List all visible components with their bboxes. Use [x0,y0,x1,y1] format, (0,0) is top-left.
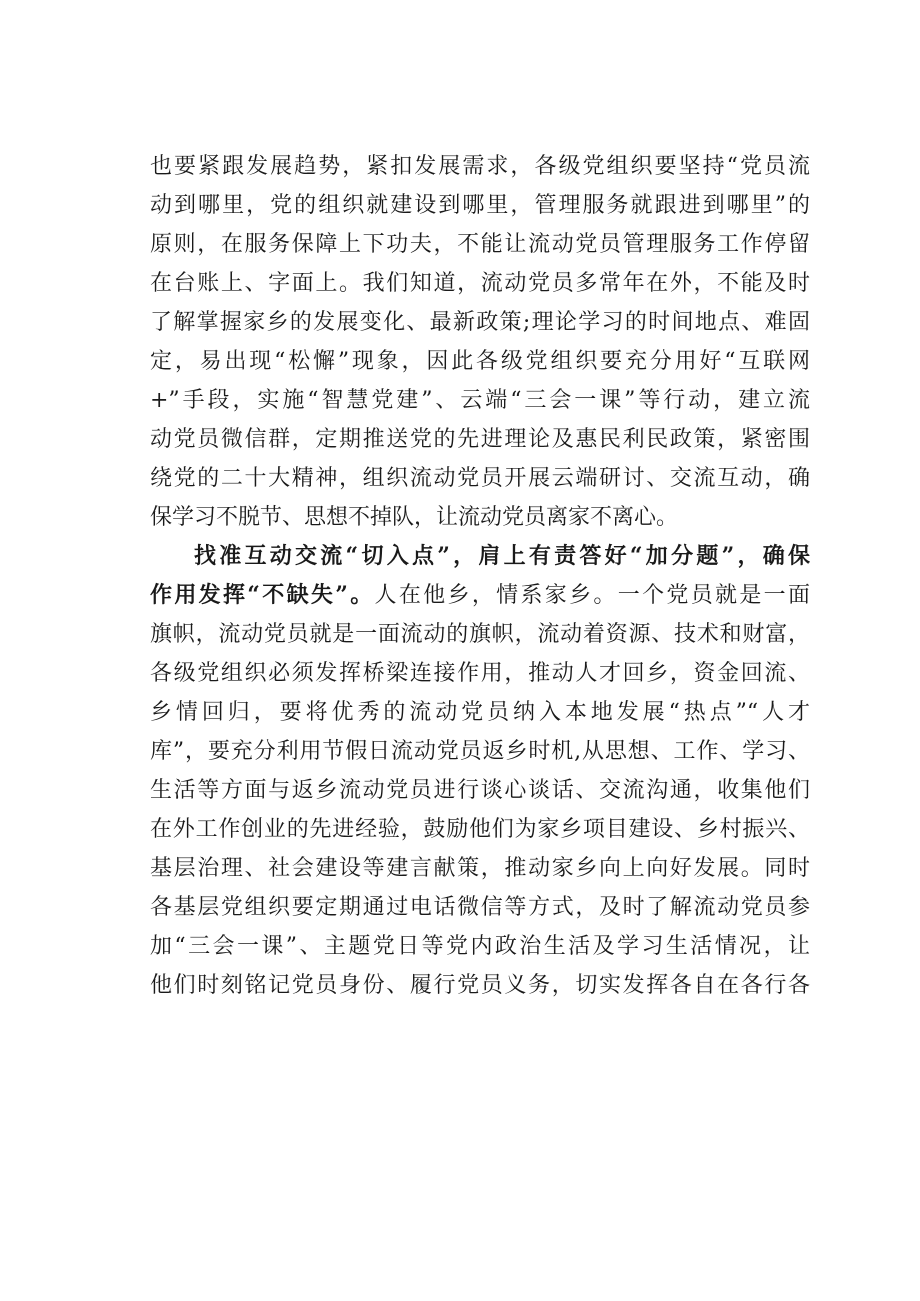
text-line: +”手段，实施“智慧党建”、云端“三会一课”等行动，建立流 [150,388,810,413]
paragraph-heading: 找准互动交流“切入点”，肩上有责答好“加分题”，确保 [194,543,810,569]
text-line: 原则，在服务保障上下功夫，不能让流动党员管理服务工作停留 [150,232,810,257]
text-line: 在台账上、字面上。我们知道，流动党员多常年在外，不能及时 [150,271,810,296]
text-line: 库”，要充分利用节假日流动党员返乡时机,从思想、工作、学习、 [150,739,810,764]
text-line: 加“三会一课”、主题党日等党内政治生活及学习生活情况，让 [150,934,810,959]
text-line: 乡情回归，要将优秀的流动党员纳入本地发展“热点”“人才 [150,700,810,725]
paragraph-1 [150,147,810,537]
paragraph-2 [150,537,810,1005]
text-line-rest: 人在他乡，情系家乡。一个党员就是一面 [374,583,810,608]
body-text [150,147,810,1005]
text-line: 了解掌握家乡的发展变化、最新政策;理论学习的时间地点、难固 [150,310,810,335]
text-line: 基层治理、社会建设等建言献策，推动家乡向上向好发展。同时 [150,856,810,881]
text-line: 定，易出现“松懈”现象，因此各级党组织要充分用好“互联网 [150,349,810,374]
text-line: 动党员微信群，定期推送党的先进理论及惠民利民政策，紧密围 [150,427,810,452]
paragraph-heading-end: 作用发挥“不缺失”。 [150,582,375,608]
text-line: 在外工作创业的先进经验，鼓励他们为家乡项目建设、乡村振兴、 [150,817,810,842]
text-line: 动到哪里，党的组织就建设到哪里，管理服务就跟进到哪里”的 [150,193,810,218]
text-line: 各级党组织必须发挥桥梁连接作用，推动人才回乡，资金回流、 [150,661,810,686]
text-line: 旗帜，流动党员就是一面流动的旗帜，流动着资源、技术和财富， [150,622,810,647]
text-line: 生活等方面与返乡流动党员进行谈心谈话、交流沟通，收集他们 [150,778,810,803]
text-line: 保学习不脱节、思想不掉队，让流动党员离家不离心。 [150,505,679,530]
text-line [150,576,810,615]
text-line: 他们时刻铭记党员身份、履行党员义务，切实发挥各自在各行各 [150,973,810,998]
text-line: 绕党的二十大精神，组织流动党员开展云端研讨、交流互动，确 [150,466,810,491]
text-line: 也要紧跟发展趋势，紧扣发展需求，各级党组织要坚持“党员流 [150,154,810,179]
text-line: 各基层党组织要定期通过电话微信等方式，及时了解流动党员参 [150,895,810,920]
